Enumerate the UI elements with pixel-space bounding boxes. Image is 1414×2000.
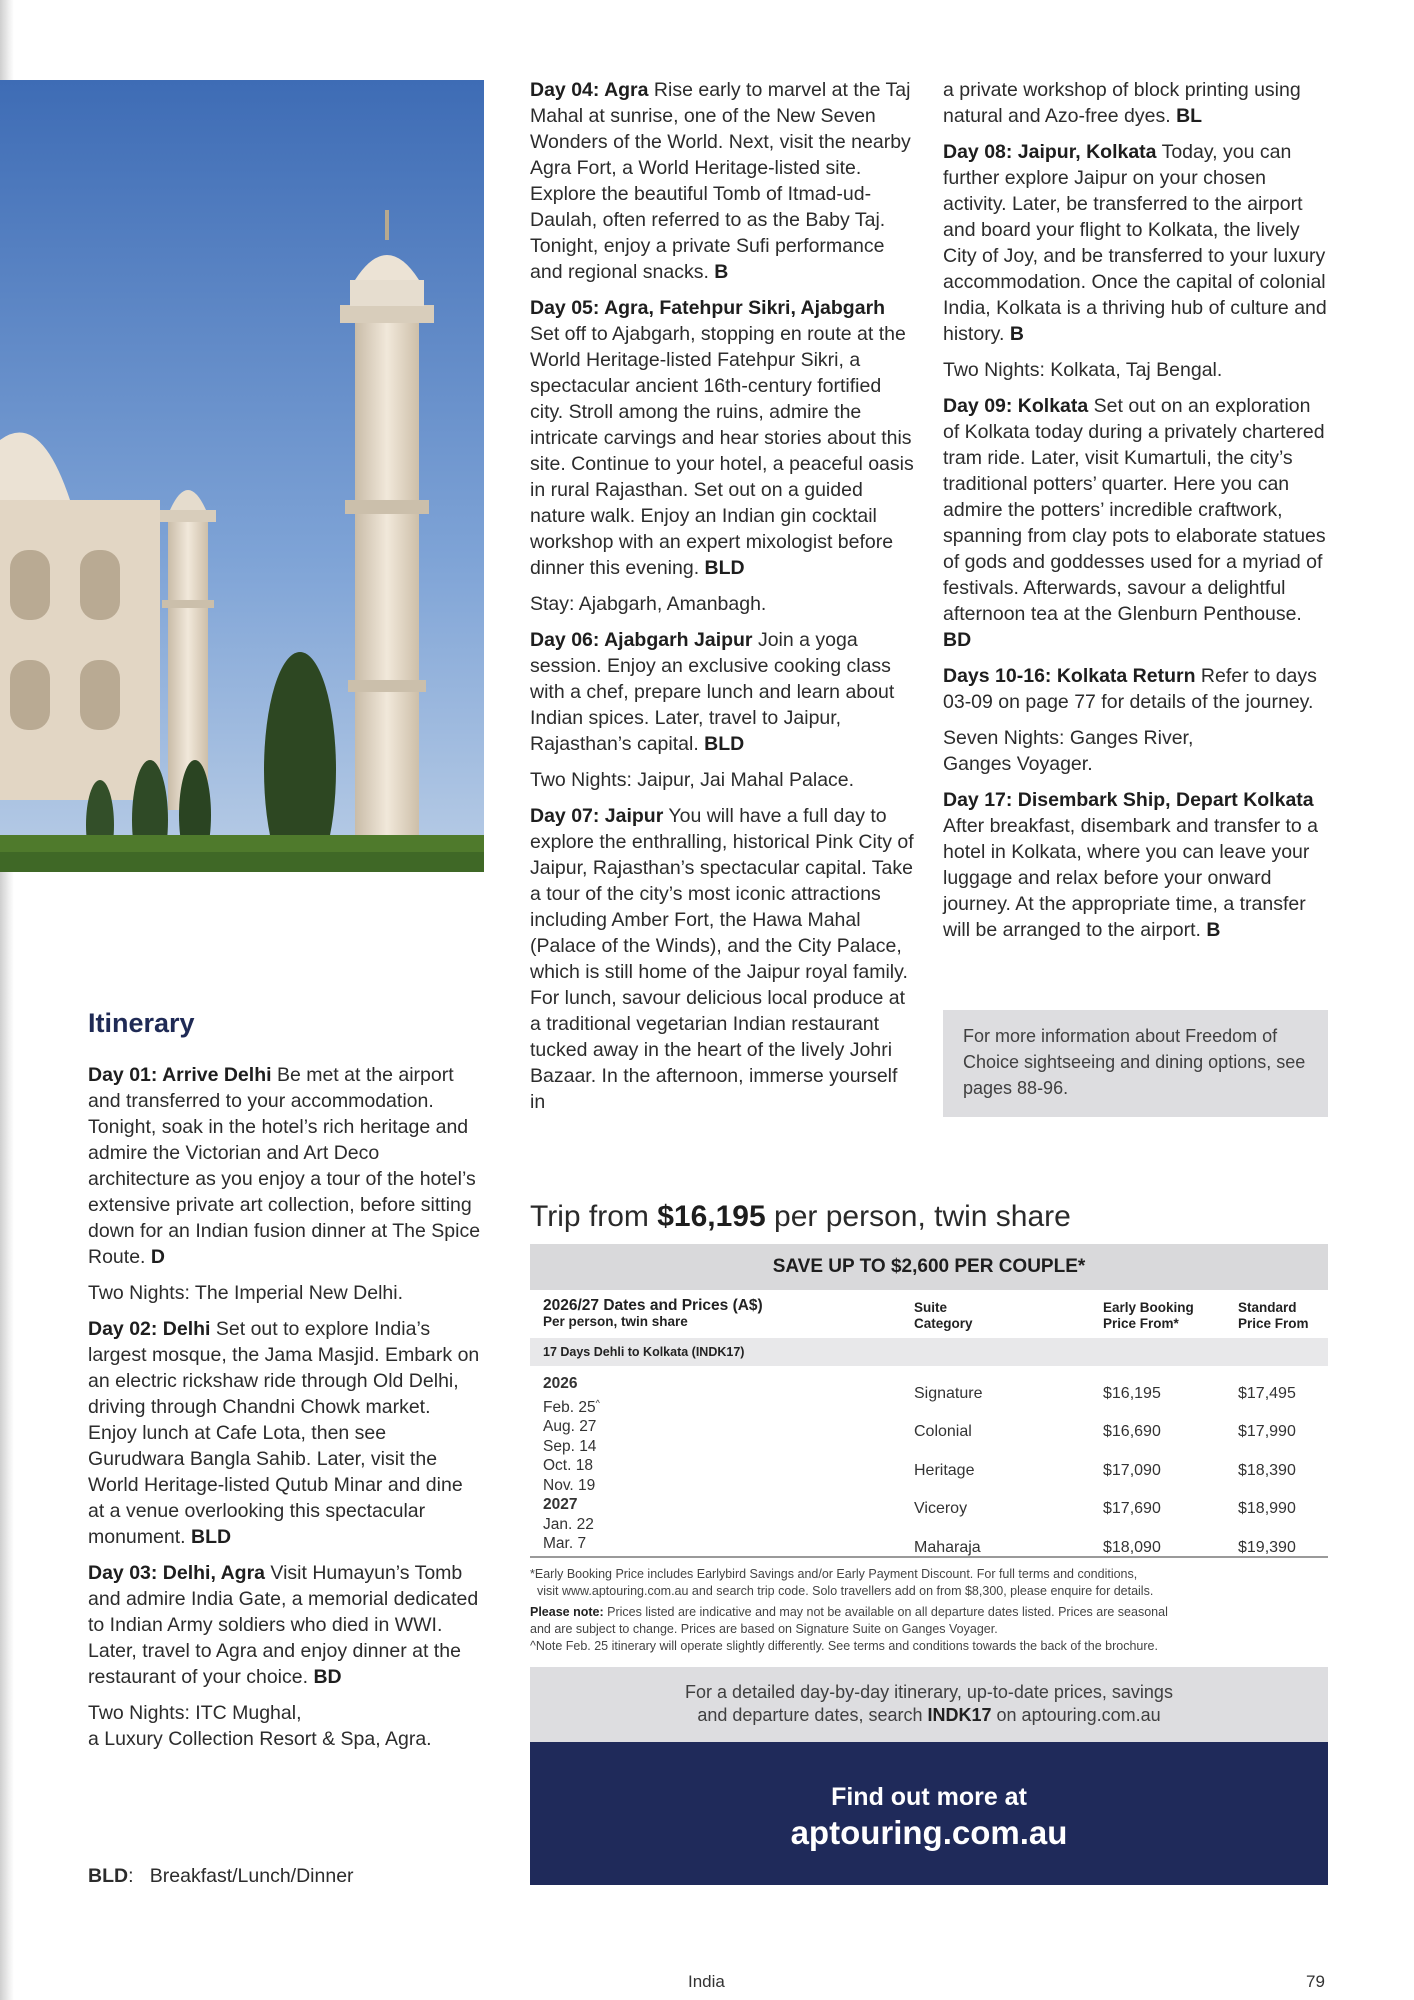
day-description: Rise early to marvel at the Taj Mahal at sunrise, one of the New Seven Wonders of the World. Next, visit the nearby Agra Fort, a World Heritage-listed site. Explore the beautiful Tomb of Itmad-ud-Daulah, often referred to as the Baby Taj. Tonight, enjoy a private Sufi performance and regional snacks. (530, 79, 911, 283)
stay-note: Two Nights: The Imperial New Delhi. (88, 1282, 404, 1304)
day-description: After breakfast, disembark and transfer to a hotel in Kolkata, where you can leave your luggage and relax before your onward journey. At the appropriate time, a transfer will be arranged to the airport. (943, 815, 1319, 941)
header-early-booking (1103, 1300, 1194, 1332)
stay-line: Seven Nights: Ganges River, (943, 727, 1194, 749)
early-price-cell: $18,090 (1103, 1539, 1161, 1556)
day-description: Today, you can further explore Jaipur on your chosen activity. Later, be transferred to the airport and board your flight to Kolkata, the lively City of Joy, and be transferred to your luxury accommodation. Once the capital of colonial India, Kolkata is a thriving hub of culture and history. (943, 141, 1327, 345)
footnote-line (530, 1604, 1328, 1621)
trip-price: $16,195 (657, 1200, 766, 1233)
meal-code: B (714, 261, 729, 283)
day-17-entry (943, 787, 1328, 943)
date-item (543, 1394, 600, 1418)
find-out-more-banner[interactable] (530, 1742, 1328, 1885)
header-line: Suite (914, 1300, 948, 1315)
standard-price-cell: $18,990 (1238, 1500, 1296, 1517)
meal-code: B (1009, 323, 1024, 345)
itinerary-column-3 (943, 77, 1328, 953)
day-description: Visit Humayun’s Tomb and admire India Gate, a memorial dedicated to Indian Army soldiers who died in WWI. Later, travel to Agra and enjoy dinner at the restaurant of your choice. (88, 1562, 479, 1688)
day-heading: Day 05: Agra, Fatehpur Sikri, Ajabgarh (530, 297, 886, 319)
date-item: Jan. 22 (543, 1515, 594, 1533)
day-heading: Day 03: Delhi, Agra (88, 1562, 266, 1584)
detail-text: and departure dates, search (697, 1705, 928, 1725)
header-dates-sub: Per person, twin share (543, 1314, 688, 1329)
footnote-line: visit www.aptouring.com.au and search trip code. Solo travellers add on from $8,300, please enquire for details. (537, 1584, 1154, 1598)
day-description: You will have a full day to explore the enthralling, historical Pink City of Jaipur, Rajasthan’s spectacular capital. Take a tour of the city’s most iconic attractions including Amber Fort, the Hawa Mahal (Palace of the Winds), and the City Palace, which is still home of the Jaipur royal family. For lunch, savour delicious local produce at a traditional vegetarian Indian restaurant tucked away in the heart of the lively Johri Bazaar. In the afternoon, immerse yourself in (530, 805, 914, 1113)
meal-code: B (1206, 919, 1221, 941)
meal-legend (88, 1865, 354, 1888)
departure-dates (543, 1374, 600, 1554)
early-booking-footnote (530, 1566, 1328, 1600)
stay-line: Ganges Voyager. (943, 753, 1093, 775)
meal-code: BD (943, 629, 972, 651)
legend-separator: : (128, 1865, 134, 1887)
header-line: Category (914, 1316, 973, 1331)
taj-mahal-photo (0, 80, 484, 872)
trip-price-headline (530, 1200, 1328, 1234)
day-heading: Day 17: Disembark Ship, Depart Kolkata (943, 789, 1314, 811)
day-heading: Day 04: Agra (530, 79, 649, 101)
day-10-16-entry (943, 663, 1328, 715)
note-text: Prices listed are indicative and may not be available on all departure dates listed. Prices are seasonal (603, 1605, 1168, 1619)
header-dates-title: 2026/27 Dates and Prices (A$) (543, 1297, 763, 1314)
stay-note: Two Nights: Jaipur, Jai Mahal Palace. (530, 769, 855, 791)
day-description: Be met at the airport and transferred to your accommodation. Tonight, soak in the hotel’s rich heritage and admire the Victorian and Art Deco architecture as you enjoy a tour of the hotel’s extensive private art collection, before sitting down for an Indian fusion dinner at The Spice Route. (88, 1064, 481, 1268)
standard-price-cell: $18,390 (1238, 1462, 1296, 1479)
early-price-cell: $17,690 (1103, 1500, 1161, 1517)
footnote-line: ^Note Feb. 25 itinerary will operate slightly differently. See terms and conditions towards the back of the brochure. (530, 1639, 1158, 1653)
stay-note (943, 725, 1328, 777)
header-suite (914, 1300, 973, 1332)
day-description: Set out to explore India’s largest mosque, the Jama Masjid. Embark on an electric rickshaw ride through Old Delhi, driving through Chandni Chowk market. Enjoy lunch at Cafe Lota, then see Gurudwara Bangla Sahib. Later, visit the World Heritage-listed Qutub Minar and dine at a venue overlooking this spectacular monument. (88, 1318, 480, 1548)
day-heading: Day 09: Kolkata (943, 395, 1089, 417)
legend-key: BLD (88, 1865, 129, 1887)
day-07-entry (530, 803, 915, 1115)
date-item: Aug. 27 (543, 1418, 597, 1436)
detail-text: on aptouring.com.au (991, 1705, 1161, 1725)
day-heading: Day 08: Jaipur, Kolkata (943, 141, 1157, 163)
meal-code: BD (313, 1666, 342, 1688)
day-09-entry (943, 393, 1328, 653)
day-description: Join a yoga session. Enjoy an exclusive cooking class with a chef, prepare lunch and learn about Indian spices. Later, travel to Jaipur, Rajasthan’s capital. (530, 629, 895, 755)
suite-cell: Maharaja (914, 1539, 981, 1556)
trip-prefix: Trip from (530, 1200, 658, 1233)
legend-value: Breakfast/Lunch/Dinner (149, 1865, 354, 1887)
header-line: Standard (1238, 1300, 1297, 1315)
early-price-cell: $16,690 (1103, 1423, 1161, 1440)
meal-code: BLD (190, 1526, 232, 1548)
meal-code: BLD (704, 557, 745, 579)
meal-code: D (150, 1246, 165, 1268)
day-04-entry (530, 77, 915, 285)
day-05-entry (530, 295, 915, 581)
early-price-cell: $17,090 (1103, 1462, 1161, 1479)
footnote-line: *Early Booking Price includes Earlybird Savings and/or Early Payment Discount. For full terms and conditions, (530, 1567, 1138, 1581)
note-label: Please note: (530, 1605, 604, 1619)
note-marker: ^ (595, 1397, 600, 1408)
standard-price-cell: $17,495 (1238, 1385, 1296, 1402)
footer-section-label: India (688, 1972, 725, 1991)
page-number: 79 (1306, 1972, 1325, 1991)
day-08-entry (943, 139, 1328, 347)
meal-code: BL (1176, 105, 1203, 127)
day-description: Set out on an exploration of Kolkata today during a privately chartered tram ride. Later, visit Kumartuli, the city’s traditional potters’ quarter. Here you can admire the potters’ incredible craftwork, spanning from clay pots to elaborate statues of gods and goddesses used for a myriad of festivals. Afterwards, savour a delightful afternoon tea at the Glenburn Penthouse. (943, 395, 1326, 625)
header-line: Price From (1238, 1316, 1309, 1331)
detail-line (530, 1704, 1328, 1727)
table-bottom-rule (530, 1556, 1328, 1558)
meal-code: BLD (704, 733, 745, 755)
cta-line-1: Find out more at (831, 1783, 1027, 1811)
suite-cell: Signature (914, 1385, 983, 1402)
year-label: 2026 (543, 1375, 578, 1392)
date-item: Nov. 19 (543, 1476, 596, 1494)
stay-line: Two Nights: ITC Mughal, (88, 1702, 302, 1724)
please-note-footnote (530, 1604, 1328, 1655)
header-line: Price From* (1103, 1316, 1179, 1331)
day-description: Refer to days 03-09 on page 77 for details of the journey. (943, 665, 1317, 713)
itinerary-heading: Itinerary (88, 1008, 195, 1038)
trip-code-row: 17 Days Dehli to Kolkata (INDK17) (530, 1338, 1328, 1366)
day-heading: Day 02: Delhi (88, 1318, 211, 1340)
day-heading: Day 01: Arrive Delhi (88, 1064, 272, 1086)
suite-cell: Colonial (914, 1423, 972, 1440)
day-heading: Day 07: Jaipur (530, 805, 664, 827)
date-item: Sep. 14 (543, 1437, 597, 1455)
cta-website-link[interactable]: aptouring.com.au (790, 1814, 1068, 1851)
stay-note: Two Nights: Kolkata, Taj Bengal. (943, 359, 1223, 381)
day-07-continued (943, 77, 1328, 129)
header-line: Early Booking (1103, 1300, 1194, 1315)
itinerary-column-1 (88, 1006, 484, 1762)
date-item: Oct. 18 (543, 1457, 593, 1475)
day-heading: Days 10-16: Kolkata Return (943, 665, 1196, 687)
footnote-line: and are subject to change. Prices are based on Signature Suite on Ganges Voyager. (530, 1622, 998, 1636)
early-price-cell: $16,195 (1103, 1385, 1161, 1402)
trip-suffix: per person, twin share (765, 1200, 1071, 1233)
day-01-entry (88, 1062, 484, 1270)
day-description: Set off to Ajabgarh, stopping en route at the World Heritage-listed Fatehpur Sikri, a spectacular ancient 16th-century fortified city. Stroll among the ruins, admire the intricate carvings and hear stories about this site. Continue to your hotel, a peaceful oasis in rural Rajasthan. Set out on a guided nature walk. Enjoy an Indian gin cocktail workshop with an expert mixologist before dinner this evening. (530, 323, 914, 579)
suite-cell: Viceroy (914, 1500, 968, 1517)
date-text: Feb. 25 (543, 1398, 596, 1416)
year-label: 2027 (543, 1496, 578, 1514)
stay-note (88, 1700, 484, 1752)
day-06-entry (530, 627, 915, 757)
savings-banner: SAVE UP TO $2,600 PER COUPLE* (530, 1244, 1328, 1290)
stay-note: Stay: Ajabgarh, Amanbagh. (530, 593, 767, 615)
standard-price-cell: $19,390 (1238, 1539, 1296, 1556)
date-item: Mar. 7 (543, 1535, 587, 1553)
freedom-of-choice-info-box: For more information about Freedom of Choice sightseeing and dining options, see pages 88-96. (943, 1010, 1328, 1117)
day-heading: Day 06: Ajabgarh Jaipur (530, 629, 753, 651)
itinerary-column-2 (530, 77, 915, 1125)
trip-code: INDK17 (927, 1705, 992, 1725)
stay-line: a Luxury Collection Resort & Spa, Agra. (88, 1728, 432, 1750)
detail-line: For a detailed day-by-day itinerary, up-to-date prices, savings (685, 1682, 1173, 1702)
standard-price-cell: $17,990 (1238, 1423, 1296, 1440)
day-02-entry (88, 1316, 484, 1550)
day-description: a private workshop of block printing using natural and Azo-free dyes. (943, 79, 1301, 127)
header-standard (1238, 1300, 1309, 1332)
suite-cell: Heritage (914, 1462, 975, 1479)
header-dates (543, 1298, 763, 1330)
detailed-itinerary-box (530, 1667, 1328, 1742)
day-03-entry (88, 1560, 484, 1690)
